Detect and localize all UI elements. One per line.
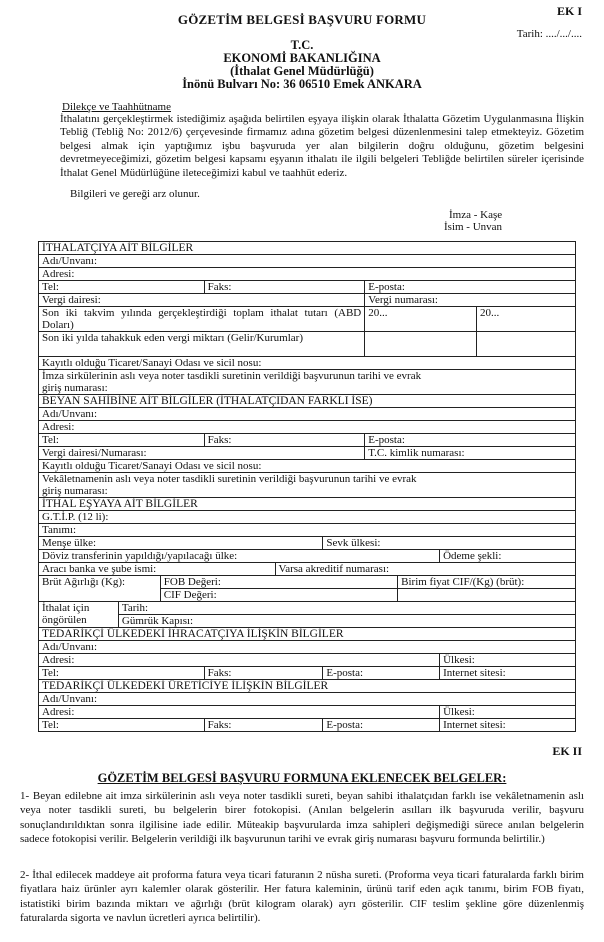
- exporter-phone-field[interactable]: Tel:: [39, 667, 205, 680]
- producer-country-field[interactable]: Ülkesi:: [440, 706, 576, 719]
- importer-tax-year-1-field[interactable]: [365, 332, 477, 357]
- goods-payment-field[interactable]: Ödeme şekli:: [440, 550, 576, 563]
- form-title: GÖZETİM BELGESİ BAŞVURU FORMU: [177, 12, 427, 27]
- importer-fax-field[interactable]: Faks:: [204, 281, 365, 294]
- goods-planned-label: İthalat için öngörülen: [39, 602, 119, 628]
- declarant-tax-field[interactable]: Vergi dairesi/Numarası:: [39, 447, 365, 460]
- declarant-fax-field[interactable]: Faks:: [204, 434, 365, 447]
- name-title-label: İsim - Unvan: [444, 221, 503, 233]
- annex-2-item-1: 1- Beyan edilebne ait imza sirkülerinin aslı veya noter tasdikli sureti, beyan sahibi ithalatçıdan farklı ise vekâletnamenin aslı veya noter tasdikli sureti, bu belgelerin birer fotokopisi. (Anılan belgelerin asılları ilk başvuruda verilir, başvuru sonuçlandırıldıktan sonra ilgilisine iade edilir. Müteakip başvurularda imza sahipleri değişmediği sürece anılan belgelerin sadece fotokopisi verilir. Belgelerin verildiği ilk başvurunun tarihi ve evrak giriş numarası başvuru formunda belirtilir.): [20, 790, 584, 846]
- date-field: Tarih: ..../.../....: [516, 28, 582, 40]
- annex-2-title: GÖZETİM BELGESİ BAŞVURU FORMUNA EKLENECEK BELGELER:: [97, 771, 507, 785]
- producer-phone-field[interactable]: Tel:: [39, 719, 205, 732]
- producer-email-field[interactable]: E-posta:: [323, 719, 440, 732]
- importer-tax-no-field[interactable]: Vergi numarası:: [365, 294, 576, 307]
- exporter-name-field[interactable]: Adı/Unvanı:: [39, 641, 576, 654]
- goods-transfer-country-field[interactable]: Döviz transferinin yapıldığı/yapılacağı ülke:: [39, 550, 440, 563]
- petition-closing: Bilgileri ve gereği arz olunur.: [70, 188, 200, 200]
- declarant-tc-field[interactable]: T.C. kimlik numarası:: [365, 447, 576, 460]
- importer-tax-year-2-field[interactable]: [477, 332, 576, 357]
- goods-description-field[interactable]: Tanımı:: [39, 524, 576, 537]
- exporter-address-field[interactable]: Adresi:: [39, 654, 440, 667]
- annex-2-label: EK II: [552, 744, 582, 758]
- declarant-power-of-attorney-field[interactable]: Vekâletnamenin aslı veya noter tasdikli suretinin verildiği başvurunun tarihi ve evrak giriş numarası:: [39, 473, 576, 498]
- goods-bank-field[interactable]: Aracı banka ve şube ismi:: [39, 563, 276, 576]
- goods-unit-price-field[interactable]: Birim fiyat CIF/(Kg) (brüt):: [398, 576, 576, 589]
- declarant-chamber-field[interactable]: Kayıtlı olduğu Ticaret/Sanayi Odası ve sicil nosu:: [39, 460, 576, 473]
- importer-tax-office-field[interactable]: Vergi dairesi:: [39, 294, 365, 307]
- importer-signature-circular-field[interactable]: İmza sirkülerinin aslı veya noter tasdikli suretinin verildiği başvurunun tarihi ve evrak giriş numarası:: [39, 370, 576, 395]
- annex-2-item-2: 2- İthal edilecek maddeye ait proforma fatura veya ticari faturanın 2 nüsha sureti. (Proforma veya ticari faturalarda farklı birim fiyatlara haiz ürünler ayrı kalemler olarak gösterilir. Her fatura kaleminin, ürünü tarif eden açık tanımı, birim FOB fiyatı, istatistiki birim bazında miktarı ve ağırlığı (brüt kilogram olarak) ayrı gösterilir. CIF teslim şekline göre düzenlenmiş faturalarda sigorta ve navlun ücretleri ayrıca belirtilir).: [20, 869, 584, 925]
- declarant-section-title: BEYAN SAHİBİNE AİT BİLGİLER (İTHALATÇIDAN FARKLI İSE): [39, 395, 576, 408]
- declarant-email-field[interactable]: E-posta:: [365, 434, 576, 447]
- importer-tax-accrued-label: Son iki yılda tahakkuk eden vergi miktarı (Gelir/Kurumlar): [39, 332, 365, 357]
- address-line-3: (İthalat Genel Müdürlüğü): [230, 64, 374, 78]
- goods-date-field[interactable]: Tarih:: [118, 602, 575, 615]
- goods-unit-price-value[interactable]: [398, 589, 576, 602]
- importer-chamber-field[interactable]: Kayıtlı olduğu Ticaret/Sanayi Odası ve sicil nosu:: [39, 357, 576, 370]
- exporter-country-field[interactable]: Ülkesi:: [440, 654, 576, 667]
- petition-body: İthalatını gerçekleştirmek istediğimiz aşağıda belirtilen eşyaya ilişkin olarak İthalatta Gözetim Uygulanmasına İlişkin Tebliğ (Tebliğ No: 2012/6) çerçevesinde firmamız adına gözetim belgesi düzenlenmesini talep etmekteyiz. Gözetim belgesi almak için yaptığımız işbu başvuruda yer alan bilgilerin doğru olduğunu, gözetim belgesini devretmeyeceğimizi, gözetim belgesi kapsamı eşyanın ithalatı ile ilgili belgeleri Tebliğde belirtilen süreler içerisinde İthalat Genel Müdürlüğüne ileteceğimizi kabul ve taahhüt ederiz.: [60, 113, 584, 179]
- goods-gtip-field[interactable]: G.T.İ.P. (12 li):: [39, 511, 576, 524]
- importer-total-import-label: Son iki takvim yılında gerçekleştirdiği toplam ithalat tutarı (ABD Doları): [39, 307, 365, 332]
- address-line-4: İnönü Bulvarı No: 36 06510 Emek ANKARA: [182, 77, 422, 91]
- exporter-fax-field[interactable]: Faks:: [204, 667, 323, 680]
- exporter-email-field[interactable]: E-posta:: [323, 667, 440, 680]
- exporter-section-title: TEDARİKÇİ ÜLKEDEKİ İHRACATÇIYA İLİŞKİN BİLGİLER: [39, 628, 576, 641]
- address-line-2: EKONOMİ BAKANLIĞINA: [223, 51, 381, 65]
- annex-1-label: EK I: [556, 4, 582, 18]
- goods-origin-field[interactable]: Menşe ülke:: [39, 537, 323, 550]
- declarant-address-field[interactable]: Adresi:: [39, 421, 576, 434]
- address-line-1: T.C.: [290, 38, 314, 52]
- producer-fax-field[interactable]: Faks:: [204, 719, 323, 732]
- goods-cif-field[interactable]: CIF Değeri:: [160, 589, 397, 602]
- producer-section-title: TEDARİKÇİ ÜLKEDEKİ ÜRETİCİYE İLİŞKİN BİLGİLER: [39, 680, 576, 693]
- producer-web-field[interactable]: Internet sitesi:: [440, 719, 576, 732]
- application-form-table: [38, 241, 576, 732]
- importer-name-field[interactable]: Adı/Unvanı:: [39, 255, 576, 268]
- importer-year-2-field[interactable]: 20...: [477, 307, 576, 332]
- importer-address-field[interactable]: Adresi:: [39, 268, 576, 281]
- declarant-name-field[interactable]: Adı/Unvanı:: [39, 408, 576, 421]
- goods-credit-no-field[interactable]: Varsa akreditif numarası:: [275, 563, 576, 576]
- importer-phone-field[interactable]: Tel:: [39, 281, 205, 294]
- producer-name-field[interactable]: Adı/Unvanı:: [39, 693, 576, 706]
- goods-section-title: İTHAL EŞYAYA AİT BİLGİLER: [39, 498, 576, 511]
- petition-heading: Dilekçe ve Taahhütname: [62, 101, 171, 113]
- signature-label: İmza - Kaşe: [449, 209, 503, 221]
- declarant-phone-field[interactable]: Tel:: [39, 434, 205, 447]
- goods-gross-weight-field[interactable]: Brüt Ağırlığı (Kg):: [39, 576, 161, 602]
- importer-year-1-field[interactable]: 20...: [365, 307, 477, 332]
- importer-email-field[interactable]: E-posta:: [365, 281, 576, 294]
- goods-shipment-field[interactable]: Sevk ülkesi:: [323, 537, 576, 550]
- producer-address-field[interactable]: Adresi:: [39, 706, 440, 719]
- goods-customs-field[interactable]: Gümrük Kapısı:: [118, 615, 575, 628]
- importer-section-title: İTHALATÇIYA AİT BİLGİLER: [39, 242, 576, 255]
- exporter-web-field[interactable]: Internet sitesi:: [440, 667, 576, 680]
- goods-fob-field[interactable]: FOB Değeri:: [160, 576, 397, 589]
